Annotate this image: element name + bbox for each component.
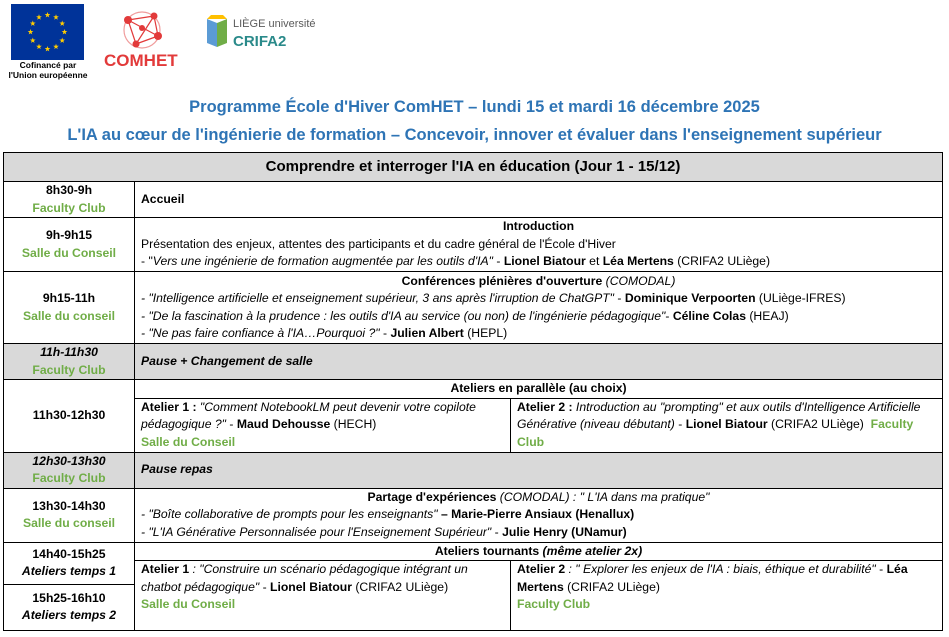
eu-flag-logo	[11, 4, 84, 60]
svg-text:CRIFA2: CRIFA2	[233, 33, 287, 50]
table-row	[4, 218, 943, 272]
time-slot: 13h30-14h30	[32, 498, 106, 513]
room-label: Salle du conseil	[22, 516, 116, 530]
svg-text:COMHET: COMHET	[104, 51, 178, 70]
table-row	[4, 561, 943, 630]
room-label: Salle du conseil	[22, 308, 116, 323]
session-item: - "L'IA Générative Personnalisée pour l'Enseignement Supérieur" - Julie Henry (UNamur)	[141, 524, 627, 539]
room-label: Faculty Club	[32, 362, 106, 377]
time-slot: 11h-11h30	[40, 345, 98, 359]
session-item: - "Vers une ingénierie de formation augmentée par les outils d'IA" - Lionel Biatour et Léa Mertens (CRIFA2 ULiège)	[141, 254, 771, 269]
room-label: Faculty Club	[517, 417, 914, 449]
session-item: - "Boîte collaborative de prompts pour les enseignants" – Marie-Pierre Ansiaux (Henallux)	[141, 507, 635, 522]
workshop-1: Atelier 1 : "Construire un scénario pédagogique intégrant un chatbot pédagogique" - Lionel Biatour (CRIFA2 ULiège) Salle du Conseil	[135, 561, 511, 630]
table-row	[4, 488, 943, 542]
session-description: Présentation des enjeux, attentes des participants et du cadre général de l'École d'Hiver	[141, 236, 616, 251]
table-row	[4, 452, 943, 488]
time-slot: 12h30-13h30	[32, 453, 106, 468]
room-label: Salle du Conseil	[141, 434, 236, 449]
table-row	[4, 182, 943, 218]
svg-text:LIÈGE université: LIÈGE université	[233, 18, 316, 30]
session-title: Ateliers en parallèle (au choix)	[135, 380, 943, 399]
room-label: Salle du Conseil	[21, 245, 117, 260]
session-title: Accueil	[135, 182, 943, 218]
table-row	[4, 344, 943, 380]
room-label: Faculty Club	[517, 597, 591, 612]
room-label: Faculty Club	[32, 200, 106, 215]
session-title: Introduction	[502, 219, 575, 234]
session-item: - "De la fascination à la prudence : les outils d'IA au service (ou non) de l'ingénierie pédagogique"- Céline Colas (HEAJ)	[141, 308, 789, 323]
session-title: Pause repas	[135, 452, 943, 488]
uliege-crifa2-logo	[205, 13, 335, 53]
room-label: Salle du Conseil	[141, 597, 236, 612]
time-slot: 9h15-11h	[42, 291, 96, 305]
workshop-1: Atelier 1 : "Comment NotebookLM peut devenir votre copilote pédagogique ?" - Maud Dehousse (HECH) Salle du Conseil	[135, 398, 511, 452]
table-row	[4, 272, 943, 344]
program-subtitle: L'IA au cœur de l'ingénierie de formation – Concevoir, innover et évaluer dans l'enseignement supérieur	[67, 126, 882, 144]
workshop-2: Atelier 2 : " Explorer les enjeux de l'IA : biais, éthique et durabilité" - Léa Mertens (CRIFA2 ULiège) Faculty Club	[511, 561, 943, 630]
session-item: - "Ne pas faire confiance à l'IA…Pourquoi ?" - Julien Albert (HEPL)	[141, 326, 508, 340]
time-slot: 8h30-9h	[45, 183, 93, 197]
session-title: Pause + Changement de salle	[135, 344, 943, 380]
table-row	[4, 542, 943, 561]
session-item: - "Intelligence artificielle et enseignement supérieur, 3 ans après l'irruption de ChatGPT" - Dominique Verpoorten (ULiège-IFRES)	[141, 291, 846, 305]
day-header: Comprendre et interroger l'IA en éducation (Jour 1 - 15/12)	[4, 153, 943, 182]
time-slot: 15h25-16h10	[32, 590, 106, 605]
session-title: Partage d'expériences (COMODAL) : " L'IA dans ma pratique"	[367, 489, 710, 504]
workshop-2: Atelier 2 : Introduction au "prompting" et aux outils d'Intelligence Artificielle Générative (niveau débutant) - Lionel Biatour (CRIFA2 ULiège) Faculty Club	[511, 398, 943, 452]
comhet-logo	[102, 6, 188, 70]
time-slot: 14h40-15h25	[32, 546, 106, 561]
time-slot: 11h30-12h30	[4, 380, 135, 453]
session-title: Conférences plénières d'ouverture (COMODAL)	[401, 273, 676, 288]
workshop-round: Ateliers temps 1	[21, 564, 117, 578]
time-slot: 9h-9h15	[45, 228, 93, 242]
eu-caption: Cofinancé par l'Union européenne	[8, 60, 88, 80]
program-title: Programme École d'Hiver ComHET – lundi 15 et mardi 16 décembre 2025	[189, 98, 760, 116]
table-row	[4, 380, 943, 399]
workshop-round: Ateliers temps 2	[21, 608, 117, 622]
session-title: Ateliers tournants (même atelier 2x)	[135, 542, 943, 561]
program-table	[3, 152, 943, 631]
table-row	[4, 398, 943, 452]
room-label: Faculty Club	[32, 471, 106, 485]
